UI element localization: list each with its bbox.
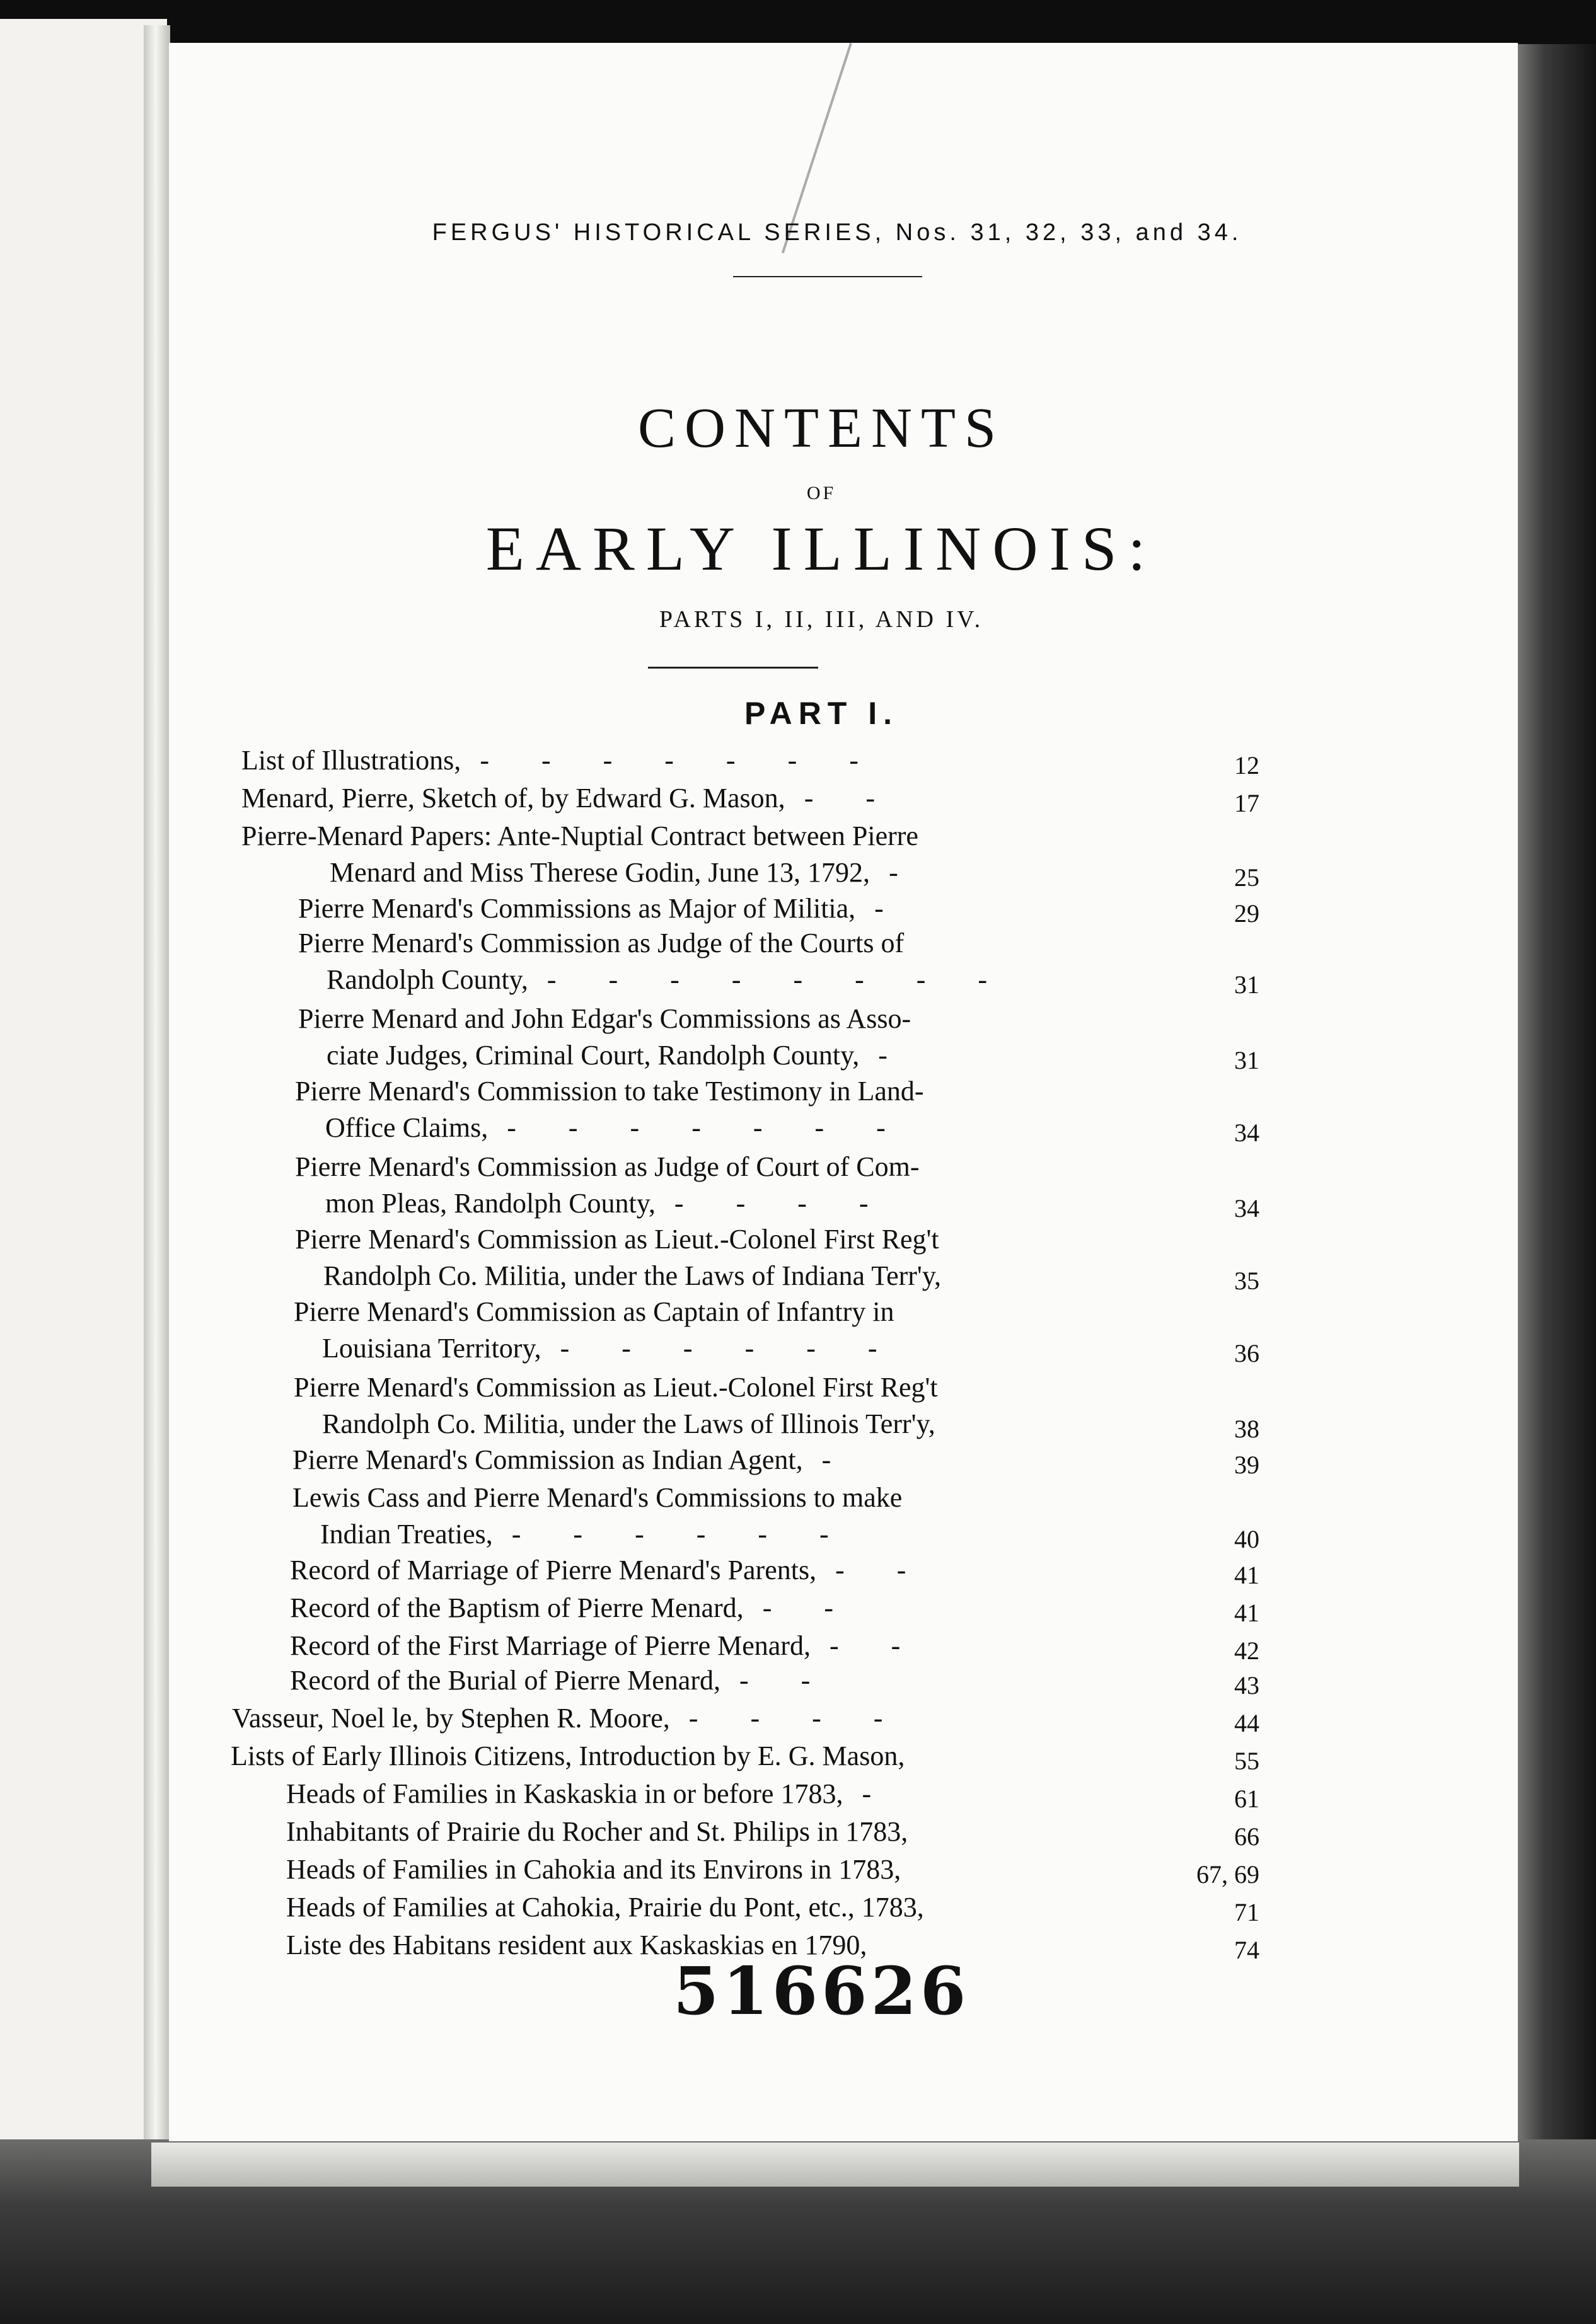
- toc-page-number: 67, 69: [1196, 1860, 1259, 1889]
- toc-page-number: 34: [1234, 1194, 1259, 1222]
- toc-entry-line: [286, 1889, 924, 1926]
- toc-entry-title: Vasseur, Noel le, by Stephen R. Moore,: [232, 1703, 670, 1734]
- toc-page-number: 12: [1234, 751, 1259, 779]
- toc-entry-title: Randolph County,: [327, 964, 528, 995]
- toc-leader-dashes: - -: [835, 1555, 929, 1585]
- toc-entry-line: [241, 818, 918, 854]
- facing-page: [0, 19, 167, 2187]
- page-bottom-edge: [151, 2143, 1519, 2187]
- toc-entry-line: [295, 1149, 920, 1185]
- toc-entry-title: Heads of Families in Kaskaskia in or before 1783,: [286, 1778, 843, 1809]
- toc-leader-dashes: -: [878, 1040, 910, 1071]
- toc-entry-line: [295, 1221, 939, 1258]
- toc-entry-title: Lists of Early Illinois Citizens, Introduction by E. G. Mason,: [231, 1740, 905, 1771]
- toc-page-number: 41: [1234, 1599, 1259, 1627]
- toc-entry-line: [322, 1330, 900, 1367]
- toc-leader-dashes: - - - - - -: [511, 1519, 852, 1550]
- toc-entry-line: [290, 1590, 856, 1626]
- toc-entry-title: Pierre Menard's Commission as Captain of Infantry in: [294, 1296, 894, 1327]
- toc-page-number: 17: [1234, 789, 1259, 817]
- toc-leader-dashes: -: [874, 893, 906, 924]
- toc-entry-title: Pierre Menard's Commission as Lieut.-Colonel First Reg't: [295, 1224, 939, 1255]
- toc-page-number: 40: [1234, 1525, 1259, 1553]
- toc-entry-line: [323, 1258, 941, 1294]
- toc-entry-title: Pierre Menard's Commission to take Testimony in Land-: [295, 1076, 924, 1107]
- toc-entry-line: [327, 962, 1010, 998]
- toc-entry-title: Record of Marriage of Pierre Menard's Parents,: [290, 1555, 817, 1585]
- toc-leader-dashes: -: [821, 1444, 854, 1475]
- toc-entry-title: Heads of Families in Cahokia and its Environs in 1783,: [286, 1854, 901, 1885]
- toc-entry-title: Lewis Cass and Pierre Menard's Commissions to make: [292, 1482, 903, 1513]
- part-heading: PART I.: [744, 696, 899, 731]
- toc-entry-line: [286, 1851, 901, 1888]
- toc-leader-dashes: - -: [762, 1592, 856, 1623]
- scan-right-edge: [1516, 44, 1596, 2187]
- toc-page-number: 41: [1234, 1561, 1259, 1589]
- toc-entry-title: Randolph Co. Militia, under the Laws of Indiana Terr'y,: [323, 1260, 941, 1291]
- toc-entry-title: Heads of Families at Cahokia, Prairie du Pont, etc., 1783,: [286, 1892, 924, 1923]
- toc-entry-title: Menard and Miss Therese Godin, June 13, 1792,: [330, 857, 870, 888]
- toc-entry-line: [290, 1552, 928, 1589]
- toc-page-number: 66: [1234, 1822, 1259, 1851]
- toc-page-number: 31: [1234, 1046, 1259, 1074]
- table-of-contents: [169, 43, 1518, 1964]
- toc-entry-title: Record of the First Marriage of Pierre Menard,: [290, 1630, 811, 1661]
- toc-entry-line: [290, 1628, 923, 1664]
- toc-page-number: 29: [1234, 899, 1259, 928]
- toc-leader-dashes: -: [862, 1778, 894, 1809]
- toc-entry-line: [298, 890, 906, 927]
- toc-entry-line: [241, 780, 898, 817]
- toc-leader-dashes: - -: [739, 1665, 833, 1696]
- toc-entry-title: Pierre Menard's Commission as Judge of the Courts of: [298, 928, 905, 958]
- toc-entry-title: Louisiana Territory,: [322, 1333, 541, 1364]
- toc-entry-line: [231, 1738, 905, 1775]
- toc-page-number: 44: [1234, 1709, 1259, 1737]
- toc-leader-dashes: - - - -: [688, 1703, 906, 1734]
- toc-page-number: 55: [1234, 1747, 1259, 1775]
- toc-page-number: 25: [1234, 863, 1259, 892]
- toc-leader-dashes: - - - - - - -: [480, 745, 881, 776]
- toc-entry-title: Inhabitants of Prairie du Rocher and St. Philips in 1783,: [286, 1816, 908, 1847]
- toc-entry-line: [294, 1294, 894, 1330]
- toc-entry-line: [286, 1814, 908, 1850]
- toc-entry-title: List of Illustrations,: [241, 745, 461, 776]
- toc-leader-dashes: - - - - - - -: [507, 1112, 908, 1143]
- toc-entry-title: Pierre Menard's Commission as Indian Agent,: [292, 1444, 803, 1475]
- toc-entry-line: [292, 1480, 902, 1516]
- toc-leader-dashes: - - - - - - - -: [546, 964, 1010, 995]
- parts-subtitle: PARTS I, II, III, AND IV.: [659, 606, 984, 633]
- toc-page-number: 61: [1234, 1785, 1259, 1813]
- toc-entry-line: [325, 1185, 891, 1222]
- toc-entry-line: [327, 1037, 910, 1074]
- toc-page-number: 71: [1234, 1898, 1259, 1926]
- toc-entry-line: [298, 1001, 911, 1037]
- toc-entry-line: [330, 854, 921, 891]
- toc-entry-line: [241, 742, 881, 779]
- toc-entry-title: Pierre Menard's Commissions as Major of Militia,: [298, 893, 856, 924]
- toc-entry-title: Menard, Pierre, Sketch of, by Edward G. Mason,: [241, 783, 785, 814]
- accession-stamp: 516626: [673, 1952, 970, 2030]
- of-word: OF: [806, 483, 836, 503]
- toc-page-number: 39: [1234, 1451, 1259, 1479]
- toc-entry-line: [292, 1442, 853, 1478]
- toc-entry-line: [286, 1776, 894, 1812]
- toc-leader-dashes: -: [889, 857, 921, 888]
- toc-entry-title: Pierre-Menard Papers: Ante-Nuptial Contract between Pierre: [241, 820, 918, 851]
- toc-page-number: 35: [1234, 1267, 1259, 1295]
- toc-entry-title: Record of the Burial of Pierre Menard,: [290, 1665, 720, 1696]
- toc-page-number: 34: [1234, 1119, 1259, 1147]
- toc-entry-title: Office Claims,: [325, 1112, 489, 1143]
- toc-page-number: 74: [1234, 1936, 1259, 1964]
- toc-entry-title: Pierre Menard's Commission as Judge of Court of Com-: [295, 1151, 920, 1182]
- toc-entry-title: Indian Treaties,: [320, 1519, 493, 1550]
- toc-entry-line: [320, 1516, 852, 1553]
- toc-entry-line: [298, 925, 904, 962]
- toc-entry-title: Randolph Co. Militia, under the Laws of Illinois Terr'y,: [322, 1408, 935, 1439]
- toc-entry-title: Pierre Menard's Commission as Lieut.-Colonel First Reg't: [294, 1372, 938, 1403]
- book-title: EARLY ILLINOIS:: [485, 514, 1157, 584]
- toc-page-number: 43: [1234, 1671, 1259, 1700]
- toc-leader-dashes: - -: [829, 1630, 923, 1661]
- toc-entry-line: [290, 1662, 833, 1699]
- toc-leader-dashes: - -: [804, 783, 898, 814]
- toc-entry-line: [325, 1110, 908, 1146]
- toc-leader-dashes: - - - -: [674, 1188, 891, 1219]
- toc-entry-line: [232, 1700, 905, 1737]
- toc-entry-title: Pierre Menard and John Edgar's Commissions as Asso-: [298, 1003, 911, 1034]
- contents-heading: CONTENTS: [638, 397, 1005, 459]
- toc-entry-title: Liste des Habitans resident aux Kaskaskias en 1790,: [286, 1930, 867, 1960]
- toc-entry-line: [294, 1369, 938, 1406]
- toc-entry-title: Record of the Baptism of Pierre Menard,: [290, 1592, 744, 1623]
- toc-entry-line: [295, 1073, 924, 1110]
- toc-page-number: 42: [1234, 1637, 1259, 1665]
- toc-leader-dashes: - - - - - -: [560, 1333, 900, 1364]
- book-binding: [144, 25, 170, 2187]
- toc-page-number: 31: [1234, 970, 1259, 999]
- toc-page-number: 36: [1234, 1339, 1259, 1367]
- toc-entry-title: ciate Judges, Criminal Court, Randolph County,: [327, 1040, 860, 1071]
- series-header: FERGUS' HISTORICAL SERIES, Nos. 31, 32, 33, and 34.: [432, 219, 1242, 246]
- toc-entry-line: [322, 1406, 935, 1442]
- contents-page: [169, 43, 1518, 2141]
- toc-page-number: 38: [1234, 1415, 1259, 1443]
- toc-entry-title: mon Pleas, Randolph County,: [325, 1188, 656, 1219]
- scan-top-edge: [0, 0, 1596, 44]
